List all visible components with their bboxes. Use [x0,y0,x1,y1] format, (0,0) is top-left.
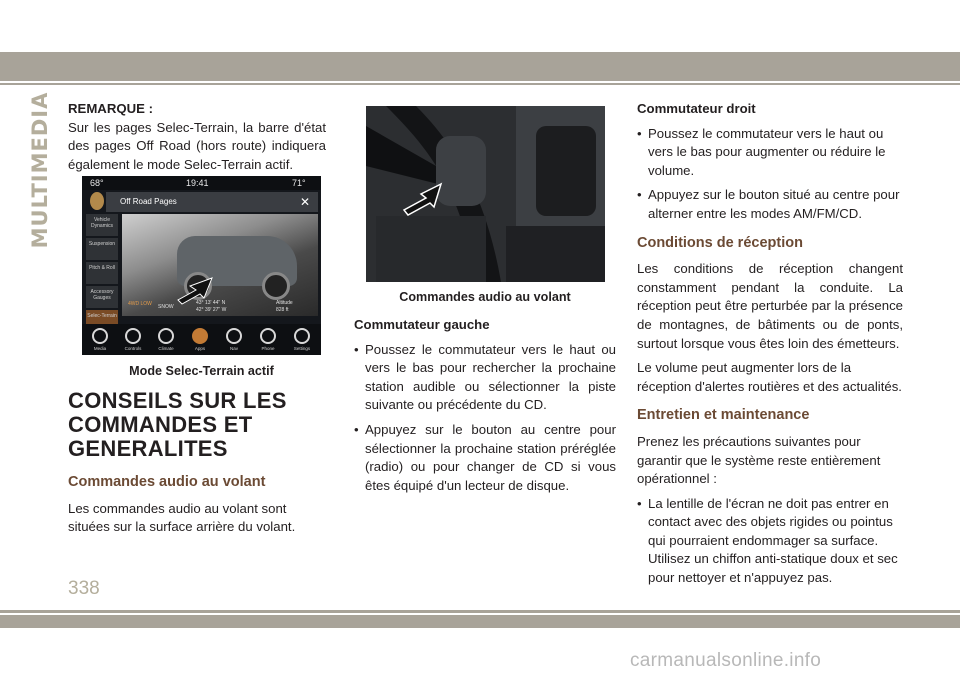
media-icon [92,328,108,344]
nav-icon [226,328,242,344]
maintenance-intro: Prenez les précautions suivantes pour garantir que le système reste entièrement opérationnel : [637,433,881,487]
phone-icon [260,328,276,344]
left-switch-heading: Commutateur gauche [354,317,490,332]
wheel-icon [262,272,290,300]
screen-side-item: Selec-Terrain [86,310,118,332]
list-item-text: Poussez le commutateur vers le haut ou vers le bas pour rechercher la prochaine station audible ou sélectionner la piste suivante ou précédente du CD. [365,341,616,413]
close-icon: ✕ [299,195,310,209]
nav-label: Apps [194,346,206,351]
column-right [637,100,903,588]
screen-info-row [126,300,316,314]
selec-terrain-screen-image [82,176,321,355]
info-4wd: 4WD LOW [128,301,152,307]
nav-label: Controls [124,346,142,351]
subsection-text: Les commandes audio au volant sont situées sur la surface arrière du volant. [68,500,296,535]
section-title-line: GENERALITES [68,436,228,461]
controls-icon [125,328,141,344]
nav-label: Settings [293,346,311,351]
info-lat: 43° 13' 44" N [196,300,226,306]
list-item-text: Appuyez sur le bouton situé au centre pour alterner entre les modes AM/FM/CD. [648,187,900,221]
list-item: • Poussez le commutateur vers le haut ou vers le bas pour rechercher la prochaine station audible ou sélectionner la piste suivante ou précédente du CD. [354,341,616,413]
section-block [68,389,326,537]
list-item-text: Appuyez sur le bouton au centre pour sélectionner la prochaine station préréglée (radio) ou pour changer de CD si vous êtes équipé d'un lecteur de disque. [365,421,616,493]
header-rule [0,83,960,85]
column-left [68,100,326,174]
section-title-line: CONSEILS SUR LES [68,388,287,413]
reception-paragraph: Le volume peut augmenter lors de la réception d'alertes routières et des actualités. [637,360,902,394]
figure-caption: Commandes audio au volant [399,290,571,304]
steering-wheel-image [366,106,605,282]
info-mode: SNOW [158,304,174,310]
settings-icon [294,328,310,344]
watermark: carmanualsonline.info [630,650,822,671]
steering-wheel-picture [366,106,605,282]
list-item-text: La lentille de l'écran ne doit pas entrer en contact avec des objets rigides ou pointus qui pourraient endommager sa surface. Utilisez un chiffon anti-statique doux et sec pour nettoyer et n'appuyez pas. [648,495,898,586]
footer-band [0,615,960,628]
subsection-title: Commandes audio au volant [68,474,266,490]
nav-label: Nav [229,346,238,351]
screen-bottom-nav [82,324,321,355]
maintenance-title: Entretien et maintenance [637,407,810,424]
figure-caption-block [354,288,616,307]
screen-side-item: Suspension [86,238,118,260]
reception-paragraph: Les conditions de réception changent constamment pendant la conduite. La réception peut être perturbée par la présence de montagnes, de bâtiments ou de ponts, surtout lorsque vous êtes loin des émetteurs. [637,261,903,351]
jeep-logo-icon [90,192,104,210]
note-label: REMARQUE : [68,101,153,116]
screen-title-bar [106,192,318,212]
info-alt: 828 ft [276,307,289,313]
right-switch-heading: Commutateur droit [637,101,756,116]
screen-side-menu [86,214,118,334]
list-item: • Appuyez sur le bouton situé au centre pour alterner entre les modes AM/FM/CD. [637,187,900,221]
figure-caption: Mode Selec-Terrain actif [129,364,274,378]
screen-side-item: Pitch & Roll [86,262,118,284]
list-item: • La lentille de l'écran ne doit pas entrer en contact avec des objets rigides ou pointus qui pourraient endommager sa surface. Utilisez un chiffon anti-statique doux et sec pour nettoyer et n'appuyez pas. [637,495,898,586]
nav-label: Phone [261,346,275,351]
side-tab [22,91,58,249]
column-middle [354,316,616,495]
nav-label: Media [93,346,107,351]
screen-time: 19:41 [186,178,209,188]
screen-title: Off Road Pages [120,197,177,206]
list-item: • Poussez le commutateur vers le haut ou vers le bas pour augmenter ou réduire le volume. [637,125,886,178]
figure-caption-block [82,362,321,381]
screen-side-item: Vehicle Dynamics [86,214,118,236]
screen-status-bar [82,176,321,190]
note-text: Sur les pages Selec-Terrain, la barre d'état des pages Off Road (hors route) indiquera également le mode Selec-Terrain actif. [68,119,326,172]
info-lon: 42° 39' 27" W [196,307,227,313]
screen-side-item: Accessory Gauges [86,286,118,308]
nav-label: Climate [158,346,174,351]
apps-icon [192,328,208,344]
reception-title: Conditions de réception [637,234,803,251]
list-item: • Appuyez sur le bouton au centre pour sélectionner la prochaine station préréglée (radio) ou pour changer de CD si vous êtes équipé d'un lecteur de disque. [354,421,616,493]
list-item-text: Poussez le commutateur vers le haut ou vers le bas pour augmenter ou réduire le volume. [648,125,886,178]
side-tab-label: MULTIMEDIA [28,91,52,249]
info-alt-label: Altitude [276,300,293,306]
section-title-line: COMMANDES ET [68,412,253,437]
section-title [68,389,326,461]
screen-temp-right: 71° [292,178,306,188]
header-band [0,52,960,81]
climate-icon [158,328,174,344]
page-number: 338 [68,578,100,599]
footer-rule [0,610,960,613]
screen-temp-left: 68° [90,178,104,188]
